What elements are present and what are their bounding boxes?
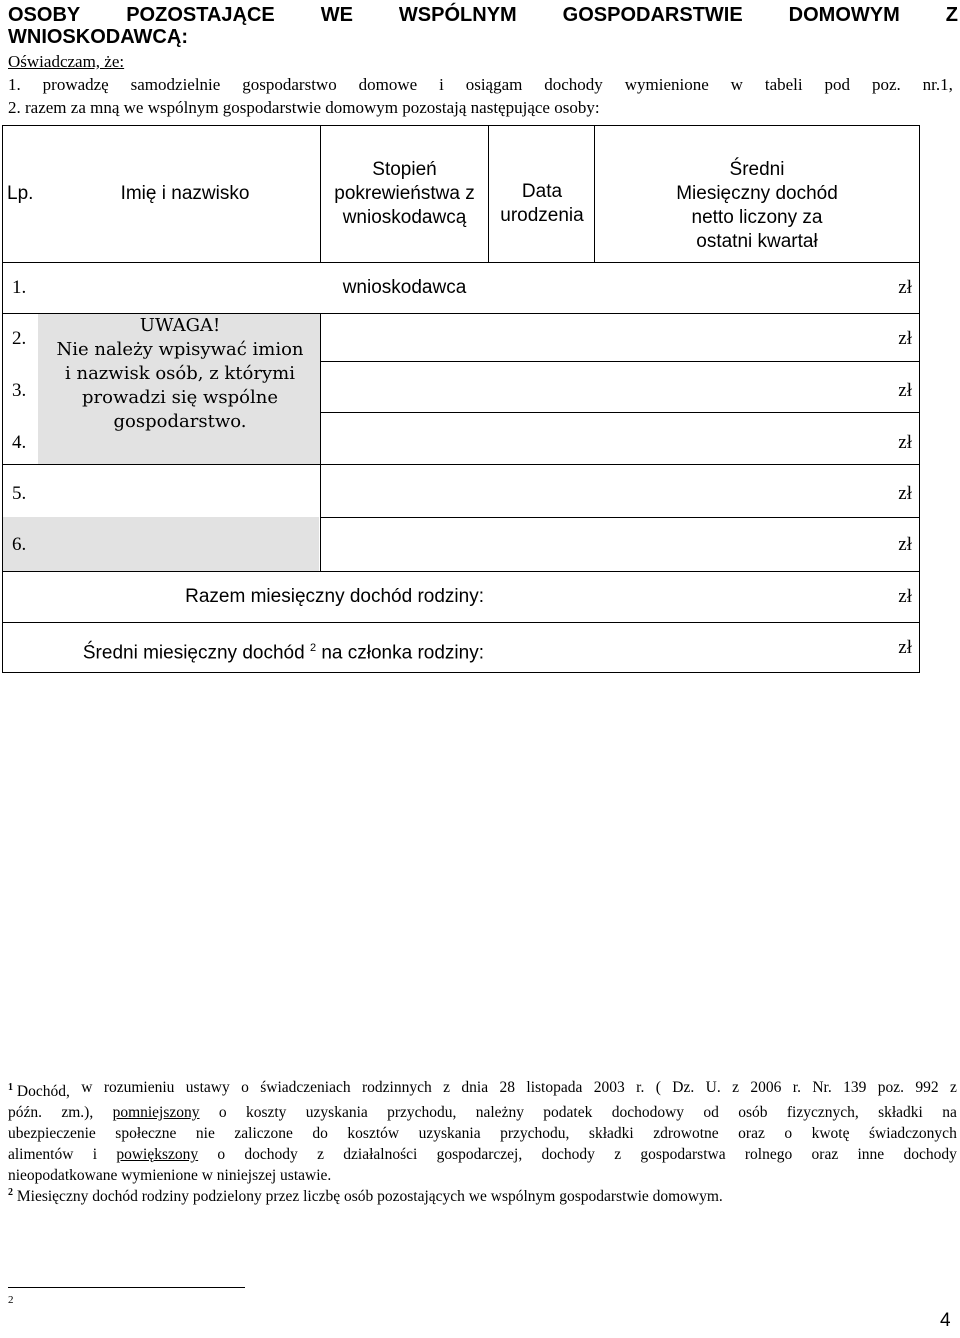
word: dochodowy xyxy=(611,1104,685,1122)
word: dochody xyxy=(541,1146,595,1164)
word: samodzielnie xyxy=(130,75,221,94)
word: gospodarstwo xyxy=(242,75,337,94)
word: domowe xyxy=(358,75,418,94)
row-number: 4. xyxy=(12,432,27,453)
word: 2006 xyxy=(750,1079,782,1096)
word: powiększony xyxy=(116,1146,199,1164)
word: o xyxy=(241,1079,249,1096)
word: rodzinnych xyxy=(362,1079,432,1096)
currency-label: zł xyxy=(898,328,912,349)
row-line xyxy=(2,622,920,623)
word: Z xyxy=(945,4,958,26)
word: fizycznych, xyxy=(786,1104,859,1122)
word: o xyxy=(784,1125,793,1143)
currency-label: zł xyxy=(898,637,912,658)
word: składki xyxy=(878,1104,923,1122)
footnote-1: $^1$ Dochód, w rozumieniu ustawy o świadczeniach rodzinnych z dnia 28 listopada 2003 r. ( Dz. U. z 2006 r. Nr. 139 poz. 992 z późn. zm.), pomniejszony o koszty uzyskania przychodu, należny podatek dochodowy od osób fizycznych, składki na ubezpieczenie społeczne nie zaliczone do kosztów uzyskania przychodu, składki zdrowotne oraz o kwotę świadczonych alimentów i powiększony o dochody z działalności gospodarczej, dochody z gospodarstwa rolnego oraz inne dochody nieopodatkowane wymienione w niniejszej ustawie. xyxy=(8,1079,957,1185)
declaration-item-2: 2. razem za mną we wspólnym gospodarstwie domowym pozostają następujące osoby: xyxy=(8,98,600,117)
word: w xyxy=(81,1079,93,1096)
word: świadczeniach xyxy=(260,1079,351,1096)
word: wymienione xyxy=(624,75,709,94)
word: poz. xyxy=(877,1079,905,1096)
header-birth-date: Data urodzenia xyxy=(500,181,584,226)
word: przychodu, xyxy=(387,1104,457,1122)
word: zdrowotne xyxy=(653,1125,719,1143)
declaration xyxy=(8,50,953,119)
word: gospodarczej, xyxy=(436,1146,523,1164)
word: nie xyxy=(195,1125,215,1143)
word: o xyxy=(218,1104,227,1122)
word: poz. xyxy=(871,75,901,94)
word: ubezpieczenie xyxy=(8,1125,96,1143)
row-number: 2. xyxy=(12,328,27,349)
title-line-1 xyxy=(8,4,958,26)
word: prowadzę xyxy=(42,75,109,94)
shaded-cell-row6 xyxy=(2,517,319,571)
word: kosztów xyxy=(347,1125,400,1143)
word: uzyskania xyxy=(305,1104,368,1122)
word: społeczne xyxy=(115,1125,177,1143)
word: składki xyxy=(588,1125,634,1143)
row-line xyxy=(2,464,920,465)
row-number: 6. xyxy=(12,534,27,555)
table-border-left xyxy=(2,125,3,673)
header-name: Imię i nazwisko xyxy=(120,183,250,204)
word: z xyxy=(443,1079,451,1096)
word: Nr. xyxy=(812,1079,832,1096)
word: pomniejszony xyxy=(112,1104,200,1122)
currency-label: zł xyxy=(898,380,912,401)
word: 139 xyxy=(843,1079,867,1096)
row-number: 1. xyxy=(12,277,27,298)
col-line xyxy=(320,125,321,263)
header-lp: Lp. xyxy=(7,183,34,204)
row-line xyxy=(320,517,920,518)
word: z xyxy=(732,1079,739,1096)
word: przychodu, xyxy=(500,1125,570,1143)
row-relation: wnioskodawca xyxy=(342,277,467,298)
word: alimentów xyxy=(8,1146,74,1164)
currency-label: zł xyxy=(898,483,912,504)
word: dochody xyxy=(244,1146,298,1164)
declaration-heading: Oświadczam, że: xyxy=(8,52,125,71)
word: o xyxy=(217,1146,226,1164)
warning-note: UWAGA! Nie należy wpisywać imion i nazwisk osób, z którymi prowadzi się wspólne gospodarstwo. xyxy=(56,315,304,432)
row-line xyxy=(320,412,920,413)
word: ( xyxy=(655,1079,661,1096)
word: późn. xyxy=(8,1104,43,1122)
word: dochody xyxy=(903,1146,957,1164)
table-border-right xyxy=(919,125,920,673)
word: OSOBY xyxy=(8,4,81,26)
word: r. xyxy=(636,1079,645,1096)
word: osiągam xyxy=(465,75,523,94)
total-income-label: Razem miesięczny dochód rodziny: xyxy=(185,586,484,607)
footnote-mark: 1 xyxy=(8,1082,13,1093)
col-line xyxy=(594,125,595,263)
section-title xyxy=(8,4,958,48)
word: z xyxy=(950,1079,957,1096)
word: 1. xyxy=(8,75,21,94)
currency-label: zł xyxy=(898,277,912,298)
word: Dochód, xyxy=(16,1083,70,1101)
word: zaliczone xyxy=(234,1125,293,1143)
word: tabeli xyxy=(764,75,803,94)
word: i xyxy=(92,1146,98,1164)
word: świadczonych xyxy=(869,1125,957,1143)
word: listopada xyxy=(526,1079,583,1096)
word: 2003 xyxy=(593,1079,625,1096)
word: GOSPODARSTWIE xyxy=(562,4,743,26)
word: zm.), xyxy=(61,1104,94,1122)
word: podatek xyxy=(543,1104,593,1122)
col-line xyxy=(488,125,489,263)
currency-label: zł xyxy=(898,432,912,453)
word: z xyxy=(317,1146,324,1164)
word xyxy=(8,1077,70,1102)
word: działalności xyxy=(343,1146,418,1164)
word: rolnego xyxy=(744,1146,793,1164)
footnote-separator xyxy=(8,1287,245,1288)
footnote-marker: 2 xyxy=(8,1294,14,1306)
word: rozumieniu xyxy=(103,1079,175,1096)
word: z xyxy=(614,1146,622,1164)
row-line xyxy=(2,571,920,572)
col-line xyxy=(320,313,321,572)
word: WSPÓLNYM xyxy=(398,4,517,26)
header-relation: Stopień pokrewieństwa z wnioskodawcą xyxy=(334,159,475,228)
currency-label: zł xyxy=(898,534,912,555)
currency-label: zł xyxy=(898,586,912,607)
word: nr.1, xyxy=(922,75,953,94)
word: POZOSTAJĄCE xyxy=(126,4,275,26)
avg-income-label: Średni miesięczny dochód $^2$ na członka rodziny: xyxy=(82,642,484,664)
word: gospodarstwa xyxy=(640,1146,726,1164)
table-border-top xyxy=(2,125,920,126)
word: oraz xyxy=(811,1146,839,1164)
word: ustawy xyxy=(185,1079,230,1096)
word: uzyskania xyxy=(418,1125,481,1143)
header-income: Średni Miesięczny dochód netto liczony za ostatni kwartał xyxy=(676,159,838,252)
page-number: 4 xyxy=(940,1310,951,1331)
table-border-bottom xyxy=(2,672,920,673)
row-number: 5. xyxy=(12,483,27,504)
word: dnia xyxy=(461,1079,489,1096)
word: koszty xyxy=(245,1104,287,1122)
declaration-item-1 xyxy=(8,73,953,96)
word: inne xyxy=(857,1146,885,1164)
footnote-2: $^2$ Miesięczny dochód rodziny podzielony przez liczbę osób pozostających we wspólnym gospodarstwie domowym. xyxy=(8,1187,723,1206)
word: r. xyxy=(792,1079,801,1096)
word: WE xyxy=(320,4,353,26)
word: kwotę xyxy=(811,1125,850,1143)
word: DOMOWYM xyxy=(788,4,900,26)
word: do xyxy=(312,1125,328,1143)
word: pod xyxy=(824,75,851,94)
word: od xyxy=(703,1104,719,1122)
row-number: 3. xyxy=(12,380,27,401)
title-line-2: WNIOSKODAWCĄ: xyxy=(8,26,188,48)
word: Dz. xyxy=(672,1079,695,1096)
word: należny xyxy=(475,1104,524,1122)
row-line xyxy=(320,361,920,362)
word: na xyxy=(942,1104,957,1122)
word: dochody xyxy=(544,75,603,94)
word: oraz xyxy=(738,1125,765,1143)
word: U. xyxy=(705,1079,721,1096)
header-bottom-line xyxy=(2,262,920,263)
word: 992 xyxy=(915,1079,939,1096)
word: i xyxy=(439,75,444,94)
word: 28 xyxy=(499,1079,515,1096)
word: osób xyxy=(738,1104,768,1122)
word: w xyxy=(730,75,743,94)
